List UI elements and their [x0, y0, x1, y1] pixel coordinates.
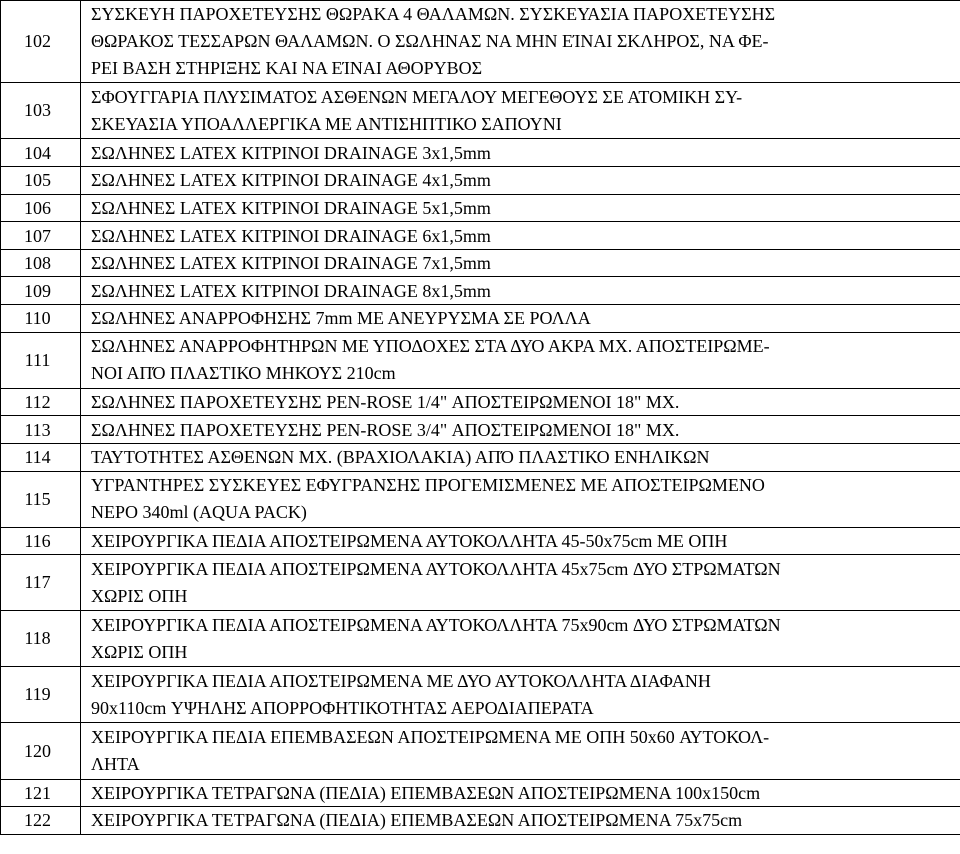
- item-number: 111: [1, 332, 81, 388]
- table-row: [1, 1, 960, 83]
- item-number: 116: [1, 527, 81, 555]
- table-row: [1, 332, 960, 388]
- item-description: ΥΓΡΑΝΤΗΡΕΣ ΣΥΣΚΕΥΕΣ ΕΦΥΓΡΑΝΣΗΣ ΠΡΟΓΕΜΙΣΜΕΝΕΣ ΜΕ ΑΠΟΣΤΕΙΡΩΜΕΝΟ ΝΕΡΟ 340ml (AQUA PACK): [81, 471, 960, 527]
- item-description: ΣΦΟΥΓΓΑΡΙΑ ΠΛΥΣΙΜΑΤΟΣ ΑΣΘΕΝΩΝ ΜΕΓΑΛΟΥ ΜΕΓΕΘΟΥΣ ΣΕ ΑΤΟΜΙΚΗ ΣΥ- ΣΚΕΥΑΣΙΑ ΥΠΟΑΛΛΕΡΓΙΚΑ ΜΕ ΑΝΤΙΣΗΠΤΙΚΟ ΣΑΠΟΥΝΙ: [81, 83, 960, 139]
- table-row: [1, 443, 960, 471]
- table-row: [1, 611, 960, 667]
- item-number: 120: [1, 723, 81, 779]
- table-row: [1, 249, 960, 277]
- table-row: [1, 277, 960, 305]
- item-description: ΣΩΛΗΝΕΣ LATEX ΚΙΤΡΙΝΟΙ DRAINAGE 7x1,5mm: [81, 249, 960, 277]
- item-number: 121: [1, 779, 81, 807]
- item-number: 119: [1, 667, 81, 723]
- item-number: 114: [1, 443, 81, 471]
- item-number: 113: [1, 416, 81, 444]
- item-number: 112: [1, 388, 81, 416]
- table-row: [1, 527, 960, 555]
- item-number: 109: [1, 277, 81, 305]
- items-table-body: [1, 1, 960, 835]
- item-number: 108: [1, 249, 81, 277]
- item-description: ΣΩΛΗΝΕΣ ΠΑΡΟΧΕΤΕΥΣΗΣ PEN-ROSE 3/4" ΑΠΟΣΤΕΙΡΩΜΕΝΟΙ 18" ΜΧ.: [81, 416, 960, 444]
- item-description: ΧΕΙΡΟΥΡΓΙΚΑ ΠΕΔΙΑ ΑΠΟΣΤΕΙΡΩΜΕΝΑ ΑΥΤΟΚΟΛΛΗΤΑ 45-50x75cm ΜΕ ΟΠΗ: [81, 527, 960, 555]
- table-row: [1, 555, 960, 611]
- item-description: ΤΑΥΤΟΤΗΤΕΣ ΑΣΘΕΝΩΝ ΜΧ. (ΒΡΑΧΙΟΛΑΚΙΑ) ΑΠΌ ΠΛΑΣΤΙΚΟ ΕΝΗΛΙΚΩΝ: [81, 443, 960, 471]
- item-description: ΣΩΛΗΝΕΣ ΑΝΑΡΡΟΦΗΣΗΣ 7mm ΜΕ ΑΝΕΥΡΥΣΜΑ ΣΕ ΡΟΛΛΑ: [81, 305, 960, 333]
- item-number: 110: [1, 305, 81, 333]
- item-description: ΣΩΛΗΝΕΣ LATEX ΚΙΤΡΙΝΟΙ DRAINAGE 6x1,5mm: [81, 222, 960, 250]
- table-row: [1, 388, 960, 416]
- item-description: ΧΕΙΡΟΥΡΓΙΚΑ ΠΕΔΙΑ ΑΠΟΣΤΕΙΡΩΜΕΝΑ ΑΥΤΟΚΟΛΛΗΤΑ 75x90cm ΔΥΟ ΣΤΡΩΜΑΤΩΝ ΧΩΡΙΣ ΟΠΗ: [81, 611, 960, 667]
- item-number: 107: [1, 222, 81, 250]
- item-description: ΧΕΙΡΟΥΡΓΙΚΑ ΠΕΔΙΑ ΕΠΕΜΒΑΣΕΩΝ ΑΠΟΣΤΕΙΡΩΜΕΝΑ ΜΕ ΟΠΗ 50x60 ΑΥΤΟΚΟΛ- ΛΗΤΑ: [81, 723, 960, 779]
- table-row: [1, 723, 960, 779]
- item-description: ΣΩΛΗΝΕΣ LATEX ΚΙΤΡΙΝΟΙ DRAINAGE 4x1,5mm: [81, 167, 960, 195]
- item-description: ΧΕΙΡΟΥΡΓΙΚΑ ΠΕΔΙΑ ΑΠΟΣΤΕΙΡΩΜΕΝΑ ΜΕ ΔΥΟ ΑΥΤΟΚΟΛΛΗΤΑ ΔΙΑΦΑΝΗ 90x110cm ΥΨΗΛΗΣ ΑΠΟΡΡΟΦΗΤΙΚΟΤΗΤΑΣ ΑΕΡΟΔΙΑΠΕΡΑΤΑ: [81, 667, 960, 723]
- item-number: 115: [1, 471, 81, 527]
- item-description: ΣΩΛΗΝΕΣ ΑΝΑΡΡΟΦΗΤΗΡΩΝ ΜΕ ΥΠΟΔΟΧΕΣ ΣΤΑ ΔΥΟ ΑΚΡΑ ΜΧ. ΑΠΟΣΤΕΙΡΩΜΕ- ΝΟΙ ΑΠΌ ΠΛΑΣΤΙΚΟ ΜΗΚΟΥΣ 210cm: [81, 332, 960, 388]
- table-row: [1, 167, 960, 195]
- table-row: [1, 222, 960, 250]
- table-row: [1, 305, 960, 333]
- item-number: 102: [1, 1, 81, 83]
- item-description: ΧΕΙΡΟΥΡΓΙΚΑ ΤΕΤΡΑΓΩΝΑ (ΠΕΔΙΑ) ΕΠΕΜΒΑΣΕΩΝ ΑΠΟΣΤΕΙΡΩΜΕΝΑ 100x150cm: [81, 779, 960, 807]
- item-description: ΧΕΙΡΟΥΡΓΙΚΑ ΠΕΔΙΑ ΑΠΟΣΤΕΙΡΩΜΕΝΑ ΑΥΤΟΚΟΛΛΗΤΑ 45x75cm ΔΥΟ ΣΤΡΩΜΑΤΩΝ ΧΩΡΙΣ ΟΠΗ: [81, 555, 960, 611]
- table-row: [1, 83, 960, 139]
- table-row: [1, 667, 960, 723]
- table-row: [1, 807, 960, 835]
- table-row: [1, 139, 960, 167]
- item-number: 117: [1, 555, 81, 611]
- table-row: [1, 416, 960, 444]
- item-number: 103: [1, 83, 81, 139]
- item-description: ΣΥΣΚΕΥΗ ΠΑΡΟΧΕΤΕΥΣΗΣ ΘΩΡΑΚΑ 4 ΘΑΛΑΜΩΝ. ΣΥΣΚΕΥΑΣΙΑ ΠΑΡΟΧΕΤΕΥΣΗΣ ΘΩΡΑΚΟΣ ΤΕΣΣΑΡΩΝ ΘΑΛΑΜΩΝ. Ο ΣΩΛΗΝΑΣ ΝΑ ΜΗΝ ΕΊΝΑΙ ΣΚΛΗΡΟΣ, ΝΑ ΦΕ- ΡΕΙ ΒΑΣΗ ΣΤΗΡΙΞΗΣ ΚΑΙ ΝΑ ΕΊΝΑΙ ΑΘΟΡΥΒΟΣ: [81, 1, 960, 83]
- item-description: ΧΕΙΡΟΥΡΓΙΚΑ ΤΕΤΡΑΓΩΝΑ (ΠΕΔΙΑ) ΕΠΕΜΒΑΣΕΩΝ ΑΠΟΣΤΕΙΡΩΜΕΝΑ 75x75cm: [81, 807, 960, 835]
- item-description: ΣΩΛΗΝΕΣ LATEX ΚΙΤΡΙΝΟΙ DRAINAGE 8x1,5mm: [81, 277, 960, 305]
- item-number: 118: [1, 611, 81, 667]
- table-row: [1, 471, 960, 527]
- item-description: ΣΩΛΗΝΕΣ ΠΑΡΟΧΕΤΕΥΣΗΣ PEN-ROSE 1/4" ΑΠΟΣΤΕΙΡΩΜΕΝΟΙ 18" ΜΧ.: [81, 388, 960, 416]
- item-number: 104: [1, 139, 81, 167]
- item-description: ΣΩΛΗΝΕΣ LATEX ΚΙΤΡΙΝΟΙ DRAINAGE 3x1,5mm: [81, 139, 960, 167]
- item-description: ΣΩΛΗΝΕΣ LATEX ΚΙΤΡΙΝΟΙ DRAINAGE 5x1,5mm: [81, 194, 960, 222]
- item-number: 105: [1, 167, 81, 195]
- item-number: 122: [1, 807, 81, 835]
- item-number: 106: [1, 194, 81, 222]
- table-row: [1, 779, 960, 807]
- table-row: [1, 194, 960, 222]
